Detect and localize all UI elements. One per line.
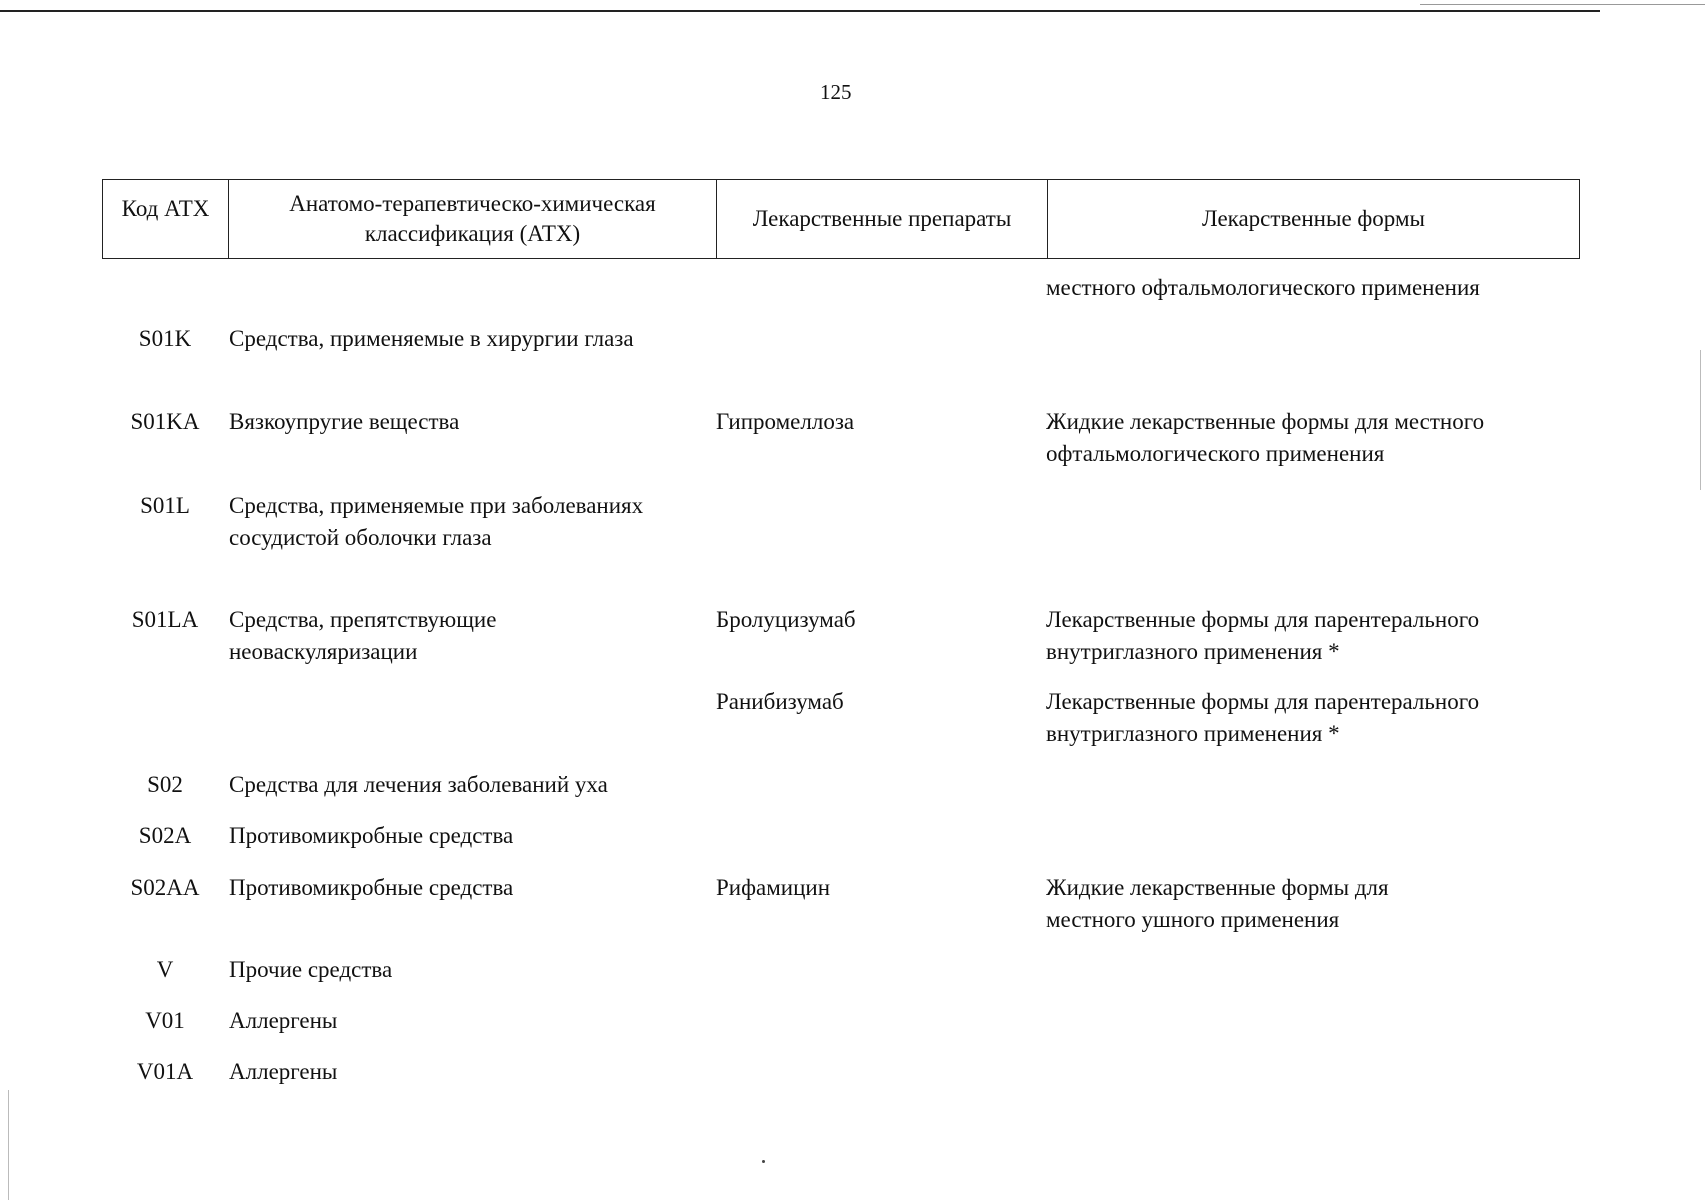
cell-code: S01K xyxy=(138,326,192,351)
cell-drug: Гипромеллоза xyxy=(716,409,855,434)
cell-atx: Средства для лечения заболеваний уха xyxy=(229,772,608,797)
header-drugs: Лекарственные препараты xyxy=(717,180,1048,258)
scan-margin-mark-left xyxy=(8,1090,9,1200)
cell-code: S01L xyxy=(140,493,190,518)
cell-atx: Аллергены xyxy=(229,1059,338,1084)
cell-code: S01KA xyxy=(130,409,200,434)
header-code: Код АТХ xyxy=(103,180,229,258)
cell-form: Жидкие лекарственные формы для местного офтальмологического применения xyxy=(1046,409,1485,466)
cell-form: Лекарственные формы для парентерального внутриглазного применения * xyxy=(1046,607,1480,664)
cell-atx: Средства, применяемые при заболеваниях сосудистой оболочки глаза xyxy=(229,493,644,550)
cell-atx: Противомикробные средства xyxy=(229,823,514,848)
scan-speck xyxy=(762,1160,765,1163)
cell-drug: Рифамицин xyxy=(716,875,831,900)
cell-atx: Средства, применяемые в хирургии глаза xyxy=(229,326,634,351)
cell-code: V01 xyxy=(145,1008,185,1033)
cell-form: Жидкие лекарственные формы для местного ушного применения xyxy=(1046,875,1389,932)
cell-drug: Ранибизумаб xyxy=(716,689,844,714)
cell-atx: Вязкоупругие вещества xyxy=(229,409,460,434)
cell-atx: Прочие средства xyxy=(229,957,393,982)
cell-code: V xyxy=(156,957,174,982)
scan-top-border-tail xyxy=(1420,4,1705,5)
cell-atx: Средства, препятствующие неоваскуляризации xyxy=(229,607,497,664)
cell-atx: Аллергены xyxy=(229,1008,338,1033)
header-dosage-forms: Лекарственные формы xyxy=(1202,206,1425,231)
cell-form: Лекарственные формы для парентерального внутриглазного применения * xyxy=(1046,689,1480,746)
cell-code: S02AA xyxy=(130,875,200,900)
table-header xyxy=(102,179,1580,259)
cell-code: V01A xyxy=(136,1059,194,1084)
header-atx-classification: Анатомо-терапевтическо-химическая классификация (АТХ) xyxy=(229,180,717,258)
cell-code: S02A xyxy=(138,823,192,848)
cell-drug: Бролуцизумаб xyxy=(716,607,856,632)
scan-top-border xyxy=(0,10,1600,12)
scan-margin-mark xyxy=(1700,350,1701,490)
cell-code: S02 xyxy=(147,772,183,797)
cell-form: местного офтальмологического применения xyxy=(1046,275,1480,300)
page-number: 125 xyxy=(820,80,852,104)
cell-atx: Противомикробные средства xyxy=(229,875,514,900)
cell-code: S01LA xyxy=(131,607,199,632)
